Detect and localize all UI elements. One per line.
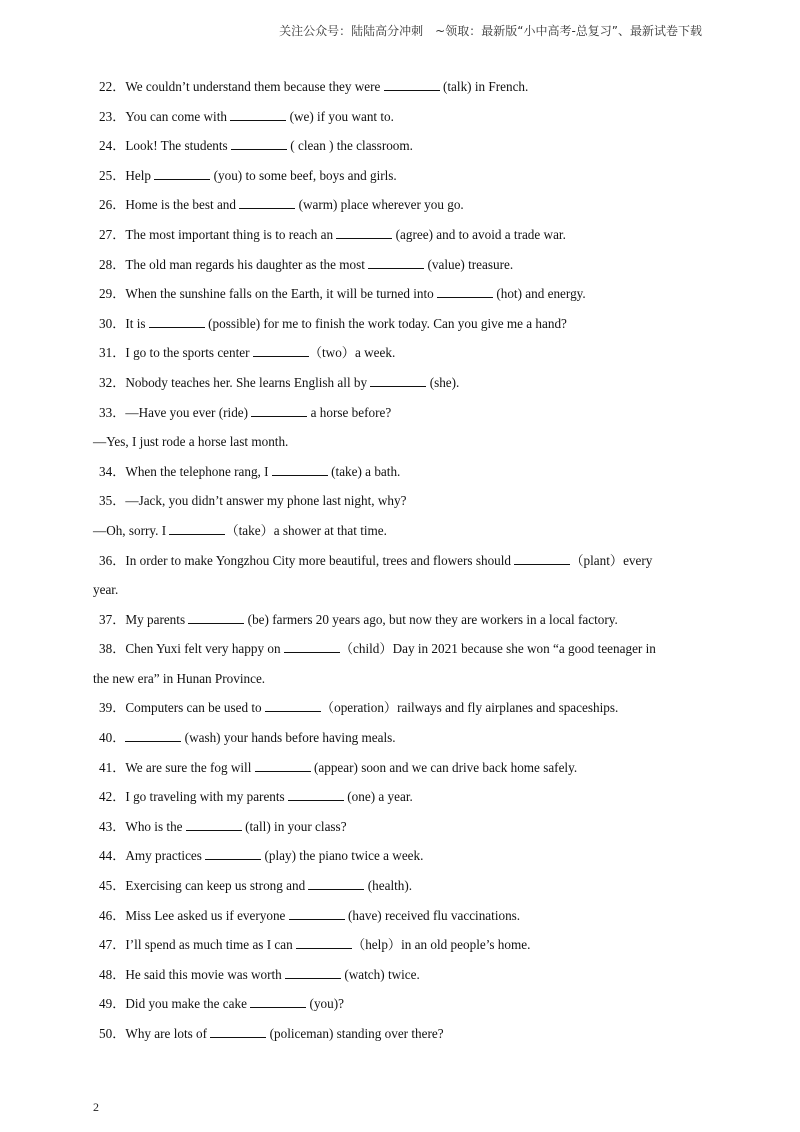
question-line [93,72,703,102]
question-line [93,368,703,398]
question-text-after: (you) to some beef, boys and girls. [210,167,397,183]
question-text-before: I’ll spend as much time as I can [125,937,297,953]
question-line [93,338,703,368]
question-line [93,190,703,220]
question-number: 23． [99,108,126,124]
question-line [93,309,703,339]
question-text-after: (you)? [306,996,344,1012]
question-number: 47． [99,937,126,953]
question-text-after: (wash) your hands before having meals. [181,730,396,746]
answer-blank [514,552,570,565]
question-line [93,161,703,191]
question-text-after: （help）in an old people’s home. [352,937,531,953]
question-line [93,901,703,931]
question-text-after: (have) received flu vaccinations. [344,907,521,923]
question-number: 39． [99,700,126,716]
continuation-line [93,516,703,546]
question-line [93,989,703,1019]
question-number: 44． [99,848,126,864]
question-text-before: Chen Yuxi felt very happy on [125,641,284,657]
question-number: 41． [99,759,126,775]
answer-blank [230,108,286,121]
question-line [93,486,703,516]
question-number: 36． [99,552,126,568]
answer-blank [296,936,352,949]
question-number: 48． [99,966,126,982]
page-header: 关注公众号：陆陆高分冲刺 ~领取：最新版“小中高考-总复习”、最新试卷下载 [279,24,702,38]
question-text-after: (warm) place wherever you go. [295,197,464,213]
question-line [93,753,703,783]
continuation-line [93,664,703,694]
question-text-before: Computers can be used to [125,700,265,716]
question-line [93,546,703,576]
answer-blank [210,1025,266,1038]
question-line [93,812,703,842]
question-line [93,871,703,901]
question-text-after: （operation）railways and fly airplanes and spaceships. [320,700,619,716]
exercise-list [93,72,703,1049]
answer-blank [288,788,344,801]
question-text-before: —Jack, you didn’t answer my phone last night, why? [125,493,407,509]
question-text-after: (tall) in your class? [241,818,347,834]
answer-blank [186,818,242,831]
question-number: 31． [99,345,126,361]
answer-blank [336,226,392,239]
question-number: 34． [99,463,126,479]
question-text-after: （two）a week. [308,345,396,361]
question-line [93,102,703,132]
answer-blank [289,907,345,920]
question-number: 40． [99,730,126,746]
continuation-line [93,575,703,605]
continuation-line [93,427,703,457]
question-text-after: (possible) for me to finish the work today. Can you give me a hand? [204,315,567,331]
answer-blank [231,137,287,150]
question-text-before: —Yes, I just rode a horse last month. [93,434,289,450]
question-number: 45． [99,878,126,894]
question-text-after: （plant）every [570,552,653,568]
question-text-after: (she). [426,374,460,390]
question-number: 30． [99,315,126,331]
question-line [93,131,703,161]
question-text-after: (be) farmers 20 years ago, but now they are workers in a local factory. [244,611,618,627]
question-text-before: We couldn’t understand them because they were [125,79,384,94]
answer-blank [265,699,321,712]
answer-blank [251,404,307,417]
question-text-after: (health). [364,878,413,894]
question-number: 27． [99,226,126,242]
question-number: 32． [99,374,126,390]
question-text-before: Exercising can keep us strong and [125,878,309,894]
question-text-before: year. [93,582,119,598]
question-text-before: When the telephone rang, I [125,463,272,479]
question-line [93,398,703,428]
page-number: 2 [93,1100,99,1114]
question-text-before: The most important thing is to reach an [125,226,337,242]
question-text-before: —Have you ever (ride) [125,404,252,420]
question-number: 42． [99,789,126,805]
answer-blank [125,729,181,742]
question-number: 25． [99,167,126,183]
question-text-after: (policeman) standing over there? [266,1026,444,1041]
question-line [93,930,703,960]
question-text-after: (appear) soon and we can drive back home safely. [310,759,578,775]
question-text-after: (hot) and energy. [493,286,586,302]
question-line [93,634,703,664]
question-line [93,723,703,753]
question-text-after: (talk) in French. [439,79,529,94]
question-line [93,841,703,871]
question-text-before: In order to make Yongzhou City more beautiful, trees and flowers should [125,552,515,568]
answer-blank [368,256,424,269]
question-line [93,457,703,487]
question-number: 33． [99,404,126,420]
question-text-before: He said this movie was worth [125,966,286,982]
question-text-before: My parents [125,611,189,627]
question-line [93,605,703,635]
answer-blank [169,522,225,535]
question-text-after: (take) a bath. [327,463,401,479]
question-text-after: a horse before? [307,404,392,420]
question-text-after: ( clean ) the classroom. [286,138,413,154]
question-line [93,1019,703,1049]
question-line [93,220,703,250]
answer-blank [370,374,426,387]
question-text-before: Amy practices [125,848,206,864]
question-text-before: —Oh, sorry. I [93,522,170,538]
question-number: 26． [99,197,126,213]
question-line [93,782,703,812]
question-line [93,960,703,990]
question-text-before: I go traveling with my parents [125,789,288,805]
question-text-before: Did you make the cake [125,996,251,1012]
answer-blank [205,847,261,860]
question-text-after: (we) if you want to. [286,108,394,124]
question-text-after: (one) a year. [343,789,413,805]
question-text-after: （child）Day in 2021 because she won “a good teenager in [339,641,656,657]
question-text-before: Look! The students [125,138,231,154]
question-number: 28． [99,256,126,272]
question-line [93,279,703,309]
answer-blank [308,877,364,890]
question-number: 29． [99,286,126,302]
question-text-after: (watch) twice. [341,966,420,982]
question-text-before: Nobody teaches her. She learns English all by [125,374,371,390]
question-text-before: Help [125,167,155,183]
question-number: 37． [99,611,126,627]
question-number: 49． [99,996,126,1012]
answer-blank [149,315,205,328]
question-text-after: (value) treasure. [424,256,514,272]
question-number: 50． [99,1026,126,1041]
answer-blank [384,78,440,91]
answer-blank [285,966,341,979]
answer-blank [284,640,340,653]
question-text-before: the new era” in Hunan Province. [93,670,266,686]
question-text-after: （take）a shower at that time. [225,522,387,538]
question-text-after: (agree) and to avoid a trade war. [392,226,566,242]
question-number: 46． [99,907,126,923]
answer-blank [253,344,309,357]
answer-blank [154,167,210,180]
question-number: 43． [99,818,126,834]
question-number: 22． [99,79,126,94]
question-text-before: Miss Lee asked us if everyone [125,907,289,923]
question-line [93,250,703,280]
question-text-before: It is [125,315,149,331]
question-number: 24． [99,138,126,154]
answer-blank [250,995,306,1008]
question-text-before: I go to the sports center [125,345,253,361]
question-text-before: The old man regards his daughter as the most [125,256,369,272]
answer-blank [272,463,328,476]
question-text-before: Who is the [125,818,186,834]
answer-blank [239,196,295,209]
question-text-before: You can come with [125,108,231,124]
answer-blank [437,285,493,298]
question-line [93,693,703,723]
question-text-before: We are sure the fog will [125,759,255,775]
question-text-before: Home is the best and [125,197,240,213]
question-text-before: Why are lots of [125,1026,211,1041]
answer-blank [188,611,244,624]
question-text-before: When the sunshine falls on the Earth, it will be turned into [125,286,438,302]
question-number: 38． [99,641,126,657]
question-text-after: (play) the piano twice a week. [261,848,424,864]
answer-blank [255,759,311,772]
question-number: 35． [99,493,126,509]
